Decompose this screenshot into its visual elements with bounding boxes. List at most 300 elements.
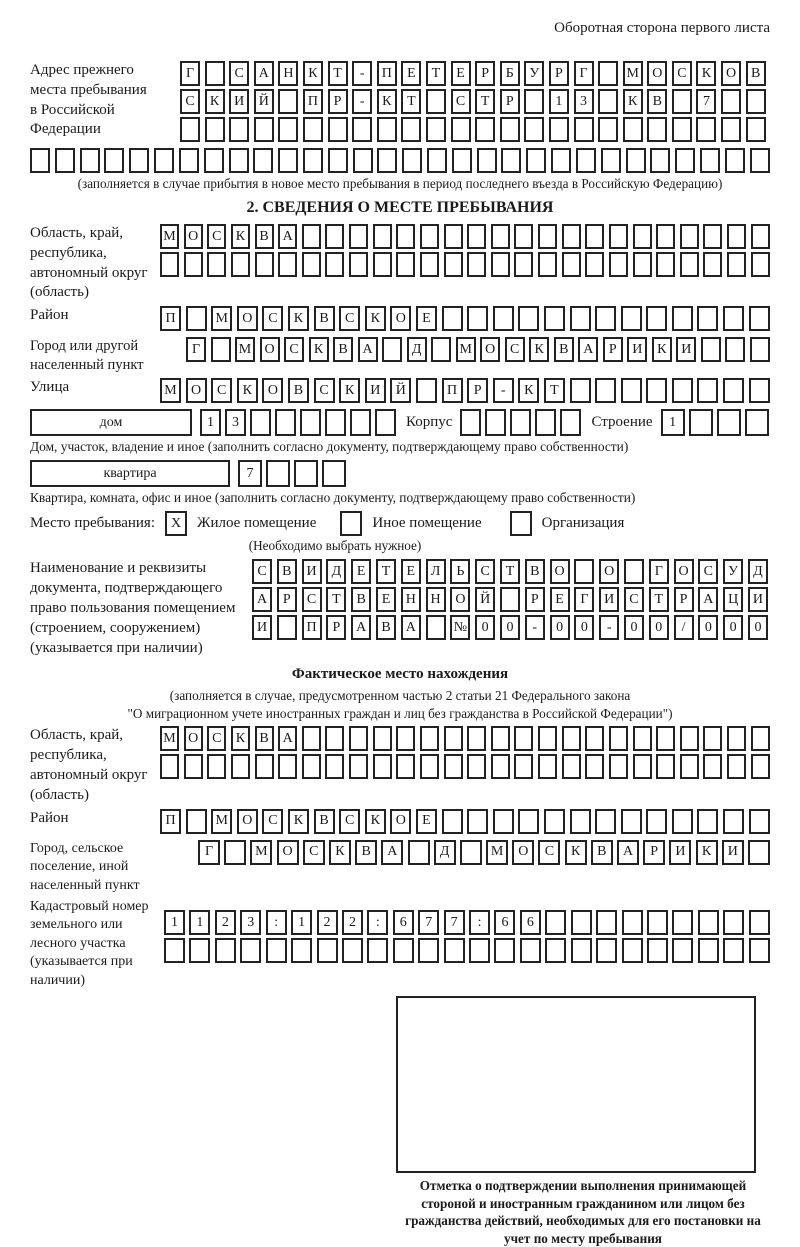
char-cell[interactable]: П [442,378,463,403]
char-cell[interactable] [574,559,594,584]
char-cell[interactable] [350,409,371,436]
char-cell[interactable]: Д [748,559,768,584]
char-cell[interactable] [402,148,422,173]
char-cell[interactable] [442,306,463,331]
char-cell[interactable] [302,754,321,779]
char-cell[interactable] [621,306,642,331]
char-cell[interactable]: № [450,615,470,640]
char-cell[interactable]: П [160,306,181,331]
char-cell[interactable] [570,306,591,331]
char-cell[interactable] [426,117,446,142]
char-cell[interactable] [746,89,766,114]
char-cell[interactable] [544,809,565,834]
char-cell[interactable]: К [623,89,643,114]
char-cell[interactable]: 1 [189,910,210,935]
char-cell[interactable]: О [450,587,470,612]
char-cell[interactable]: Т [426,61,446,86]
char-cell[interactable] [205,61,225,86]
char-cell[interactable]: Д [434,840,456,865]
char-cell[interactable]: : [367,910,388,935]
char-cell[interactable]: С [451,89,471,114]
char-cell[interactable] [698,910,719,935]
char-cell[interactable]: Е [451,61,471,86]
char-cell[interactable] [680,726,699,751]
char-cell[interactable]: Т [475,89,495,114]
char-cell[interactable]: В [746,61,766,86]
char-cell[interactable]: 2 [215,910,236,935]
char-cell[interactable]: К [696,840,718,865]
char-cell[interactable] [647,938,668,963]
char-cell[interactable]: К [231,224,250,249]
char-cell[interactable] [491,224,510,249]
char-cell[interactable]: И [669,840,691,865]
char-cell[interactable]: С [252,559,272,584]
char-cell[interactable] [30,148,50,173]
char-cell[interactable]: А [254,61,274,86]
char-cell[interactable]: - [525,615,545,640]
char-cell[interactable] [444,754,463,779]
char-cell[interactable]: К [329,840,351,865]
char-cell[interactable] [621,809,642,834]
char-cell[interactable]: - [599,615,619,640]
char-cell[interactable] [207,754,226,779]
char-cell[interactable] [444,726,463,751]
char-cell[interactable]: И [365,378,386,403]
char-cell[interactable] [475,117,495,142]
char-cell[interactable]: Р [500,89,520,114]
char-cell[interactable] [723,910,744,935]
char-cell[interactable] [656,252,675,277]
char-cell[interactable]: Т [326,587,346,612]
char-cell[interactable] [585,224,604,249]
char-cell[interactable] [467,306,488,331]
char-cell[interactable] [325,224,344,249]
char-cell[interactable] [697,809,718,834]
char-cell[interactable]: С [262,809,283,834]
char-cell[interactable] [656,224,675,249]
char-cell[interactable] [444,224,463,249]
char-cell[interactable]: К [288,306,309,331]
char-cell[interactable]: О [260,337,280,362]
char-cell[interactable] [418,938,439,963]
char-cell[interactable] [160,754,179,779]
char-cell[interactable]: Р [328,89,348,114]
char-cell[interactable] [467,252,486,277]
char-cell[interactable] [396,224,415,249]
char-cell[interactable] [571,938,592,963]
char-cell[interactable]: Е [401,61,421,86]
char-cell[interactable]: В [314,306,335,331]
char-cell[interactable] [253,148,273,173]
char-cell[interactable] [514,252,533,277]
char-cell[interactable]: Г [574,61,594,86]
char-cell[interactable]: 1 [200,409,221,436]
char-cell[interactable] [633,224,652,249]
char-cell[interactable]: С [207,726,226,751]
char-cell[interactable]: - [352,61,372,86]
char-cell[interactable] [585,726,604,751]
char-cell[interactable] [750,337,770,362]
char-cell[interactable] [373,754,392,779]
char-cell[interactable] [749,306,770,331]
char-cell[interactable] [396,726,415,751]
char-cell[interactable] [420,224,439,249]
char-cell[interactable]: 0 [475,615,495,640]
char-cell[interactable] [328,148,348,173]
char-cell[interactable]: В [314,809,335,834]
char-cell[interactable]: Р [643,840,665,865]
char-cell[interactable]: С [303,840,325,865]
char-cell[interactable] [727,754,746,779]
char-cell[interactable]: / [674,615,694,640]
char-cell[interactable]: В [647,89,667,114]
char-cell[interactable]: Н [401,587,421,612]
char-cell[interactable]: Н [278,61,298,86]
char-cell[interactable] [723,306,744,331]
char-cell[interactable]: Е [401,559,421,584]
char-cell[interactable]: Е [376,587,396,612]
char-cell[interactable] [396,754,415,779]
char-cell[interactable] [538,754,557,779]
char-cell[interactable] [514,224,533,249]
char-cell[interactable] [598,117,618,142]
char-cell[interactable]: О [674,559,694,584]
char-cell[interactable] [646,306,667,331]
char-cell[interactable] [544,306,565,331]
char-cell[interactable] [373,224,392,249]
char-cell[interactable] [302,252,321,277]
char-cell[interactable]: К [365,306,386,331]
char-cell[interactable] [633,726,652,751]
char-cell[interactable]: А [278,726,297,751]
char-cell[interactable]: О [390,809,411,834]
char-cell[interactable] [231,252,250,277]
char-cell[interactable] [545,938,566,963]
char-cell[interactable] [574,117,594,142]
char-cell[interactable]: О [184,224,203,249]
char-cell[interactable] [431,337,451,362]
checkbox-residential[interactable]: X [165,511,187,536]
char-cell[interactable] [675,148,695,173]
char-cell[interactable]: Р [467,378,488,403]
char-cell[interactable]: С [339,809,360,834]
char-cell[interactable] [514,754,533,779]
char-cell[interactable]: П [160,809,181,834]
char-cell[interactable]: К [529,337,549,362]
char-cell[interactable]: С [180,89,200,114]
char-cell[interactable]: О [599,559,619,584]
char-cell[interactable] [500,117,520,142]
char-cell[interactable] [184,252,203,277]
char-cell[interactable]: П [377,61,397,86]
char-cell[interactable] [224,840,246,865]
char-cell[interactable] [349,726,368,751]
char-cell[interactable] [725,148,745,173]
char-cell[interactable] [609,224,628,249]
char-cell[interactable]: К [565,840,587,865]
char-cell[interactable]: О [262,378,283,403]
char-cell[interactable] [444,938,465,963]
checkbox-other-premises[interactable] [340,511,362,536]
char-cell[interactable] [189,938,210,963]
char-cell[interactable] [727,252,746,277]
char-cell[interactable] [302,726,321,751]
char-cell[interactable]: Е [416,809,437,834]
char-cell[interactable] [570,378,591,403]
char-cell[interactable]: М [160,224,179,249]
char-cell[interactable] [721,89,741,114]
char-cell[interactable]: О [512,840,534,865]
char-cell[interactable] [700,148,720,173]
char-cell[interactable]: Т [500,559,520,584]
char-cell[interactable]: Р [549,61,569,86]
char-cell[interactable]: О [480,337,500,362]
char-cell[interactable]: - [493,378,514,403]
char-cell[interactable]: 6 [494,910,515,935]
char-cell[interactable] [467,224,486,249]
char-cell[interactable]: : [469,910,490,935]
char-cell[interactable] [721,117,741,142]
char-cell[interactable]: Д [326,559,346,584]
char-cell[interactable] [328,117,348,142]
char-cell[interactable] [373,252,392,277]
char-cell[interactable]: В [355,840,377,865]
char-cell[interactable]: Р [277,587,297,612]
char-cell[interactable] [526,148,546,173]
char-cell[interactable]: О [647,61,667,86]
char-cell[interactable]: Ь [450,559,470,584]
char-cell[interactable] [689,409,713,436]
char-cell[interactable]: В [255,224,274,249]
char-cell[interactable] [749,809,770,834]
char-cell[interactable] [278,89,298,114]
char-cell[interactable] [451,117,471,142]
char-cell[interactable]: С [698,559,718,584]
char-cell[interactable]: К [652,337,672,362]
char-cell[interactable] [751,726,770,751]
char-cell[interactable] [680,754,699,779]
char-cell[interactable]: Р [674,587,694,612]
char-cell[interactable] [545,910,566,935]
char-cell[interactable] [703,224,722,249]
char-cell[interactable] [55,148,75,173]
char-cell[interactable] [229,117,249,142]
char-cell[interactable]: А [252,587,272,612]
char-cell[interactable] [633,754,652,779]
char-cell[interactable]: Т [328,61,348,86]
char-cell[interactable] [469,938,490,963]
char-cell[interactable] [535,409,556,436]
char-cell[interactable]: К [377,89,397,114]
char-cell[interactable] [426,89,446,114]
char-cell[interactable]: 7 [444,910,465,935]
char-cell[interactable]: К [237,378,258,403]
char-cell[interactable]: М [211,809,232,834]
char-cell[interactable]: Й [390,378,411,403]
char-cell[interactable] [377,148,397,173]
char-cell[interactable] [596,910,617,935]
char-cell[interactable] [393,938,414,963]
char-cell[interactable] [467,809,488,834]
char-cell[interactable] [562,726,581,751]
char-cell[interactable]: А [381,840,403,865]
char-cell[interactable]: И [302,559,322,584]
char-cell[interactable] [549,117,569,142]
char-cell[interactable]: 2 [342,910,363,935]
char-cell[interactable] [493,809,514,834]
char-cell[interactable]: М [235,337,255,362]
char-cell[interactable] [250,409,271,436]
char-cell[interactable] [349,224,368,249]
char-cell[interactable] [460,409,481,436]
char-cell[interactable] [420,252,439,277]
char-cell[interactable]: И [627,337,647,362]
char-cell[interactable]: С [475,559,495,584]
char-cell[interactable]: 7 [238,460,262,487]
char-cell[interactable]: Р [603,337,623,362]
char-cell[interactable]: М [250,840,272,865]
char-cell[interactable] [751,754,770,779]
char-cell[interactable] [408,840,430,865]
char-cell[interactable]: К [288,809,309,834]
char-cell[interactable]: О [390,306,411,331]
char-cell[interactable] [401,117,421,142]
char-cell[interactable] [510,409,531,436]
char-cell[interactable] [291,938,312,963]
char-cell[interactable]: П [303,89,323,114]
char-cell[interactable]: К [205,89,225,114]
char-cell[interactable] [278,754,297,779]
char-cell[interactable] [491,252,510,277]
char-cell[interactable]: М [160,726,179,751]
char-cell[interactable] [562,754,581,779]
char-cell[interactable] [349,252,368,277]
char-cell[interactable]: К [231,726,250,751]
char-cell[interactable]: С [284,337,304,362]
char-cell[interactable] [609,754,628,779]
char-cell[interactable]: В [554,337,574,362]
char-cell[interactable] [255,252,274,277]
char-cell[interactable]: С [339,306,360,331]
char-cell[interactable]: С [262,306,283,331]
char-cell[interactable] [278,252,297,277]
char-cell[interactable] [601,148,621,173]
char-cell[interactable]: У [723,559,743,584]
char-cell[interactable] [460,840,482,865]
char-cell[interactable]: О [237,809,258,834]
char-cell[interactable] [426,615,446,640]
char-cell[interactable]: Г [198,840,220,865]
char-cell[interactable]: Е [416,306,437,331]
char-cell[interactable]: М [211,306,232,331]
char-cell[interactable]: В [591,840,613,865]
char-cell[interactable]: С [302,587,322,612]
char-cell[interactable]: И [748,587,768,612]
char-cell[interactable]: 0 [550,615,570,640]
char-cell[interactable]: Н [426,587,446,612]
char-cell[interactable]: Ц [723,587,743,612]
char-cell[interactable] [477,148,497,173]
char-cell[interactable]: В [333,337,353,362]
char-cell[interactable]: 3 [574,89,594,114]
char-cell[interactable] [518,306,539,331]
char-cell[interactable] [624,559,644,584]
char-cell[interactable] [595,809,616,834]
char-cell[interactable] [551,148,571,173]
char-cell[interactable]: Р [525,587,545,612]
char-cell[interactable] [524,89,544,114]
char-cell[interactable] [562,252,581,277]
char-cell[interactable]: 0 [649,615,669,640]
char-cell[interactable] [303,148,323,173]
house-type-box[interactable]: дом [30,409,192,436]
char-cell[interactable] [518,809,539,834]
char-cell[interactable] [727,224,746,249]
char-cell[interactable]: А [278,224,297,249]
char-cell[interactable] [598,89,618,114]
char-cell[interactable]: А [401,615,421,640]
char-cell[interactable] [524,117,544,142]
char-cell[interactable] [375,409,396,436]
char-cell[interactable]: О [184,726,203,751]
char-cell[interactable]: С [672,61,692,86]
char-cell[interactable] [352,117,372,142]
char-cell[interactable]: Р [326,615,346,640]
char-cell[interactable]: 6 [520,910,541,935]
char-cell[interactable] [672,89,692,114]
char-cell[interactable]: О [550,559,570,584]
char-cell[interactable] [727,726,746,751]
char-cell[interactable] [442,809,463,834]
char-cell[interactable]: 7 [696,89,716,114]
char-cell[interactable] [717,409,741,436]
char-cell[interactable] [751,224,770,249]
char-cell[interactable] [562,224,581,249]
char-cell[interactable] [749,910,770,935]
char-cell[interactable] [703,726,722,751]
char-cell[interactable]: - [352,89,372,114]
char-cell[interactable] [349,754,368,779]
char-cell[interactable] [485,409,506,436]
char-cell[interactable]: 1 [549,89,569,114]
char-cell[interactable] [325,252,344,277]
char-cell[interactable] [325,726,344,751]
char-cell[interactable] [595,306,616,331]
char-cell[interactable] [186,809,207,834]
char-cell[interactable]: В [277,559,297,584]
char-cell[interactable] [204,148,224,173]
char-cell[interactable]: 1 [661,409,685,436]
char-cell[interactable] [104,148,124,173]
char-cell[interactable] [698,938,719,963]
char-cell[interactable] [656,754,675,779]
char-cell[interactable]: 0 [624,615,644,640]
char-cell[interactable] [609,726,628,751]
char-cell[interactable]: С [538,840,560,865]
char-cell[interactable]: С [314,378,335,403]
char-cell[interactable] [254,117,274,142]
char-cell[interactable] [672,910,693,935]
char-cell[interactable]: 0 [698,615,718,640]
char-cell[interactable]: Г [180,61,200,86]
char-cell[interactable] [300,409,321,436]
char-cell[interactable] [231,754,250,779]
char-cell[interactable] [723,378,744,403]
char-cell[interactable]: О [237,306,258,331]
char-cell[interactable] [467,726,486,751]
char-cell[interactable]: О [186,378,207,403]
char-cell[interactable]: Й [475,587,495,612]
